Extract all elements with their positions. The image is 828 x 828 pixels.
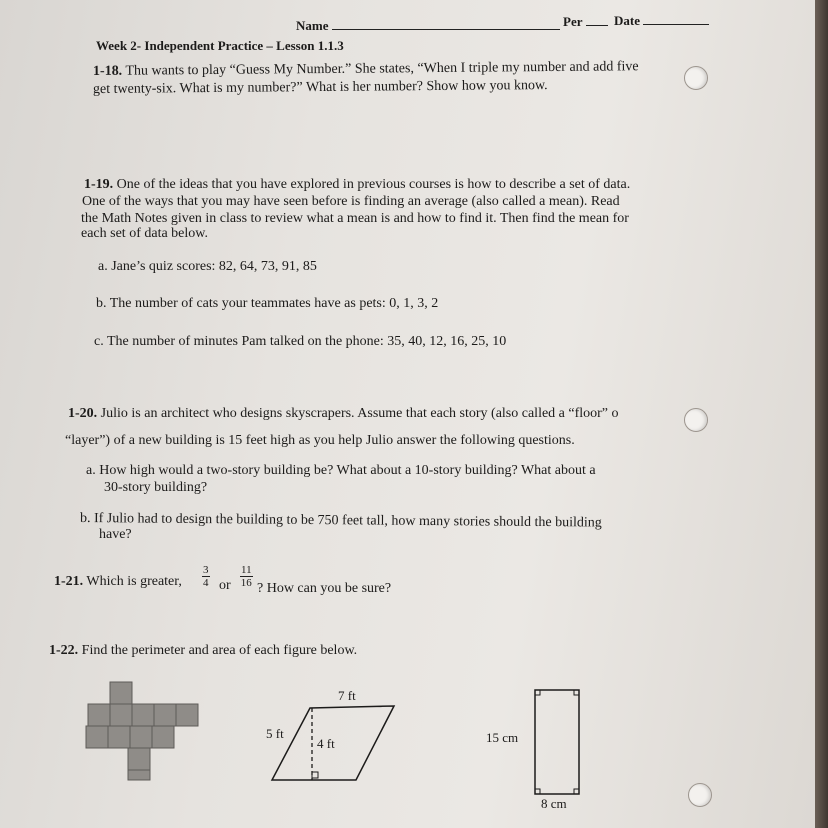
problem-text: One of the ideas that you have explored in previous courses is how to describe a set of data.: [116, 177, 631, 192]
problem-1-21-question: ? How can you be sure?: [257, 581, 392, 596]
per-line: [586, 25, 608, 26]
problem-1-19-line4: each set of data below.: [81, 226, 208, 241]
problem-1-20-b1: b. If Julio had to design the building to be 750 feet tall, how many stories should the building: [79, 511, 602, 531]
problem-1-19-a: a. Jane’s quiz scores: 82, 64, 73, 91, 85: [98, 259, 317, 274]
fraction-numerator: 11: [241, 564, 252, 576]
problem-1-18-line2: get twenty-six. What is my number?” What is her number? Show how you know.: [92, 78, 548, 97]
problem-text: Which is greater,: [86, 574, 182, 589]
punch-hole: [684, 408, 708, 432]
tile-figure: [84, 682, 202, 780]
name-label: Name: [296, 18, 329, 33]
parallelogram-height-label: 4 ft: [317, 736, 335, 751]
problem-1-19-b: b. The number of cats your teammates have as pets: 0, 1, 3, 2: [96, 296, 439, 311]
per-field: [563, 14, 608, 30]
problem-text: Find the perimeter and area of each figure below.: [81, 643, 358, 658]
parallelogram-side-label: 5 ft: [266, 726, 284, 741]
problem-text: Julio is an architect who designs skyscrapers. Assume that each story (also called a “floor” o: [100, 406, 619, 421]
problem-number: 1-20.: [68, 406, 98, 421]
rectangle-height-label: 15 cm: [486, 730, 519, 745]
date-label: Date: [614, 13, 640, 28]
page-title: Week 2- Independent Practice – Lesson 1.1.3: [96, 38, 344, 53]
problem-1-22: [49, 643, 357, 659]
problem-1-19-line1: [84, 177, 630, 193]
problem-1-19-line3: the Math Notes given in class to review what a mean is and how to find it. Then find the mean for: [81, 211, 629, 226]
problem-1-20-line2: “layer”) of a new building is 15 feet high as you help Julio answer the following questions.: [65, 433, 575, 448]
problem-1-20-line1: [68, 406, 619, 422]
fraction-numerator: 3: [203, 564, 209, 576]
problem-1-20-a1: a. How high would a two-story building be? What about a 10-story building? What about a: [86, 463, 596, 478]
parallelogram-figure: [260, 686, 410, 786]
fraction-denominator: 4: [203, 577, 209, 589]
fraction-eleven-sixteenths: [240, 564, 253, 589]
punch-hole: [688, 783, 712, 807]
or-word: or: [219, 578, 231, 593]
problem-number: 1-22.: [49, 643, 79, 658]
problem-1-19-line2: One of the ways that you may have seen before is finding an average (also called a mean). Read: [82, 194, 620, 209]
rectangle-figure: [480, 686, 600, 814]
problem-number: 1-18.: [92, 63, 123, 79]
fraction-three-fourths: [202, 564, 210, 589]
problem-1-21: [54, 574, 182, 590]
fraction-denominator: 16: [240, 577, 252, 589]
problem-text: Thu wants to play “Guess My Number.” She states, “When I triple my number and add five: [125, 59, 639, 79]
problem-1-20-a2: 30-story building?: [104, 480, 208, 495]
problem-1-20-b2: have?: [99, 527, 132, 542]
date-field: [614, 13, 709, 29]
rectangle-width-label: 8 cm: [541, 796, 567, 811]
desk-edge: [815, 0, 828, 828]
problem-1-19-c: c. The number of minutes Pam talked on the phone: 35, 40, 12, 16, 25, 10: [94, 334, 507, 349]
problem-number: 1-19.: [84, 177, 114, 192]
problem-number: 1-21.: [54, 574, 84, 589]
date-line: [643, 24, 709, 25]
parallelogram-top-label: 7 ft: [338, 688, 356, 703]
punch-hole: [684, 66, 708, 90]
name-field: [296, 18, 560, 34]
per-label: Per: [563, 14, 583, 29]
name-line: [332, 29, 560, 30]
